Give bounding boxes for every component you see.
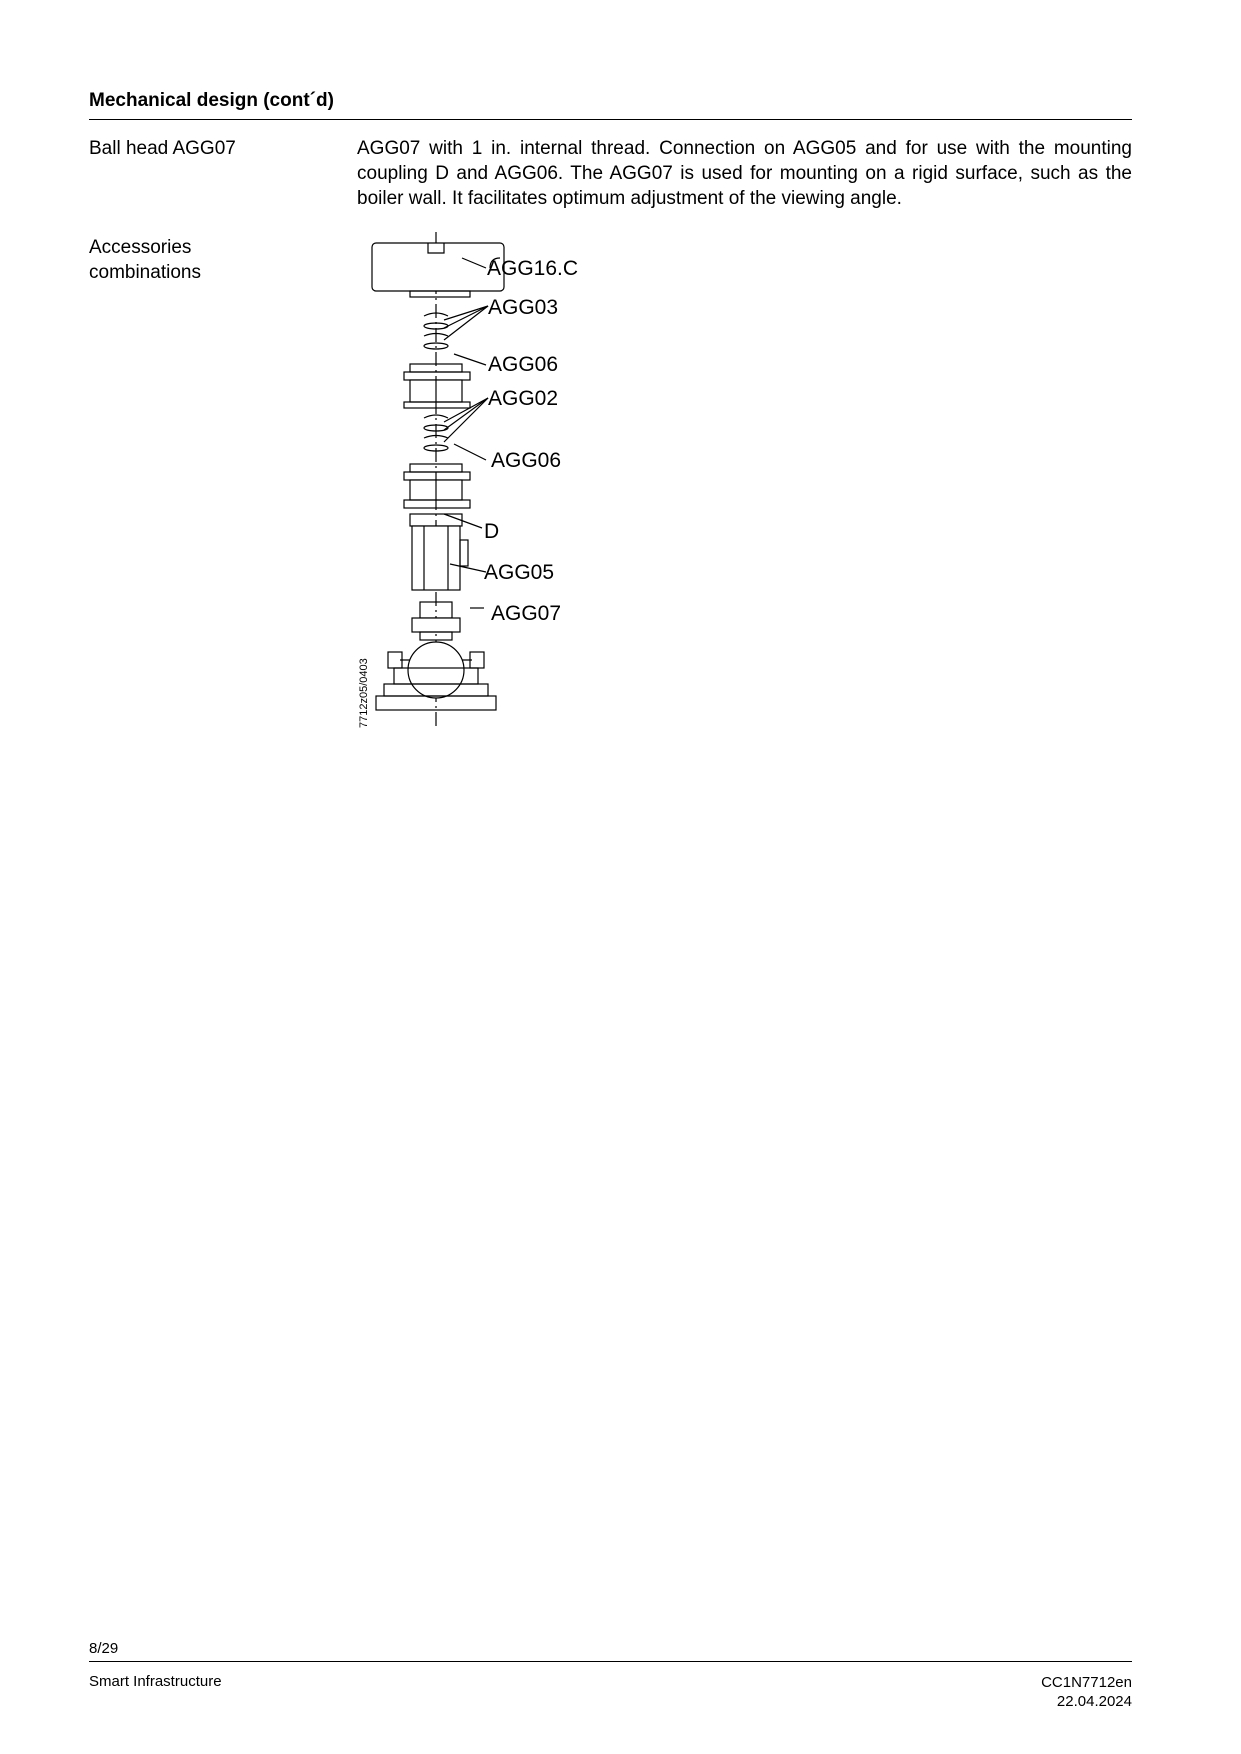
agg06-upper-part — [404, 364, 470, 408]
accessories-label-line1: Accessories — [89, 237, 192, 258]
ball-head-description: AGG07 with 1 in. internal thread. Connection on AGG05 and for use with the mounting coupling D and AGG06. The AGG07 is used for mounting on a rigid surface, such as the boiler wall. It facilitates optimum adjustment of the viewing angle. — [357, 138, 1132, 209]
callout-agg07: AGG07 — [491, 602, 562, 625]
section-title: Mechanical design (cont´d) — [89, 90, 334, 111]
callout-agg05: AGG05 — [484, 561, 555, 584]
footer-company: Smart Infrastructure — [89, 1673, 222, 1690]
header-rule — [89, 119, 1132, 120]
page-number: 8/29 — [89, 1640, 119, 1657]
coupling-d-part — [410, 514, 468, 590]
agg16c-part — [372, 243, 504, 297]
callout-agg06-upper: AGG06 — [488, 353, 559, 376]
doc-date: 22.04.2024 — [1056, 1693, 1132, 1710]
footer-doc-info — [1041, 1673, 1132, 1711]
accessories-diagram — [340, 228, 660, 738]
callout-agg03: AGG03 — [488, 296, 559, 319]
agg06-lower-part — [404, 464, 470, 508]
footer-rule — [89, 1661, 1132, 1662]
accessories-label-line2: combinations — [89, 262, 201, 283]
drawing-code: 7712z05/0403 — [358, 658, 370, 728]
ball-head-label: Ball head AGG07 — [89, 138, 236, 159]
callout-agg06-lower: AGG06 — [491, 449, 562, 472]
callout-agg16c: AGG16.C — [487, 257, 579, 280]
callout-agg02: AGG02 — [488, 387, 559, 410]
accessories-label — [89, 235, 329, 285]
callout-d: D — [484, 520, 500, 543]
doc-id: CC1N7712en — [1041, 1674, 1132, 1691]
